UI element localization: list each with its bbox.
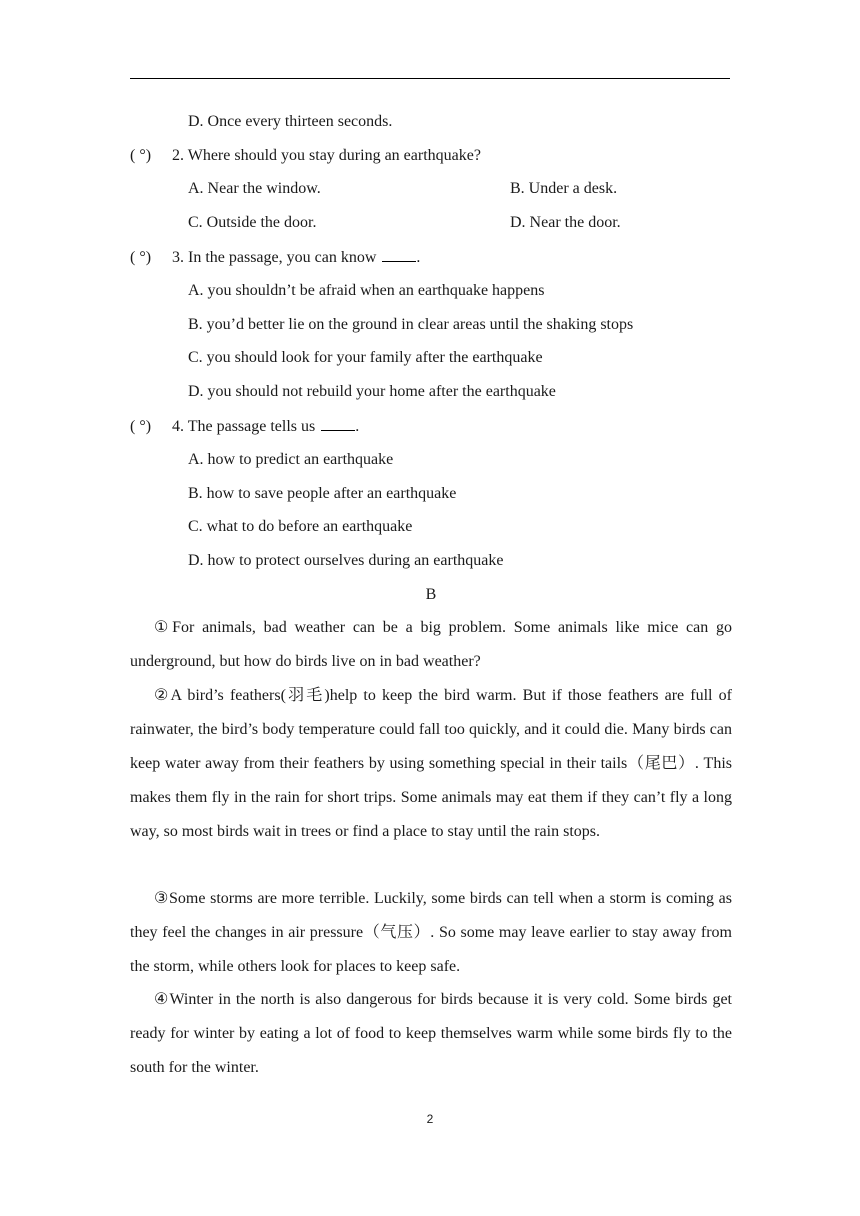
section-heading: B <box>425 586 437 603</box>
question-4 <box>130 416 732 437</box>
paragraph-3: ③Some storms are more terrible. Luckily, some birds can tell when a storm is coming as they feel the changes in air pressure（气压）. So some may leave earlier to stay away from the storm, while others look for places to keep safe. <box>130 890 732 975</box>
q2-option-a: A. Near the window. <box>188 180 321 197</box>
q2-option-b: B. Under a desk. <box>510 180 618 197</box>
answer-blank <box>382 247 416 262</box>
page-number: 2 <box>426 1112 434 1126</box>
q3-option-b: B. you’d better lie on the ground in clear areas until the shaking stops <box>188 316 634 333</box>
stem-end: . <box>355 418 360 435</box>
q4-option-c: C. what to do before an earthquake <box>188 518 413 535</box>
paragraph-4: ④Winter in the north is also dangerous for birds because it is very cold. Some birds get ready for winter by eating a lot of food to keep themselves warm while some birds fly to the south for the winter. <box>130 991 732 1076</box>
q4-option-b: B. how to save people after an earthquake <box>188 485 457 502</box>
paragraph-2: ②A bird’s feathers(羽毛)help to keep the bird warm. But if those feathers are full of rainwater, the bird’s body temperature could fall too quickly, and it could die. Many birds can keep water away from their feathers by using something special in their tails（尾巴）. This makes them fly in the rain for short trips. Some animals may eat them if they can’t fly a long way, so most birds wait in trees or find a place to stay until the rain stops. <box>130 687 732 840</box>
q2-option-c: C. Outside the door. <box>188 214 317 231</box>
question-stem: 2. Where should you stay during an earthquake? <box>172 147 481 164</box>
answer-paren: ( °) <box>130 147 152 164</box>
answer-paren: ( °) <box>130 418 152 435</box>
question-stem: 3. In the passage, you can know <box>172 249 377 266</box>
q3-option-c: C. you should look for your family after the earthquake <box>188 349 543 366</box>
answer-blank <box>321 416 355 431</box>
q3-option-a: A. you shouldn’t be afraid when an earthquake happens <box>188 282 545 299</box>
stem-end: . <box>416 249 421 266</box>
q4-option-a: A. how to predict an earthquake <box>188 451 394 468</box>
q1-option-d: D. Once every thirteen seconds. <box>188 113 393 130</box>
question-3 <box>130 247 732 268</box>
question-2 <box>130 146 732 166</box>
q2-option-d: D. Near the door. <box>510 214 621 231</box>
question-stem: 4. The passage tells us <box>172 418 316 435</box>
header-rule <box>130 78 730 79</box>
paragraph-1: ①For animals, bad weather can be a big problem. Some animals like mice can go underground, but how do birds live on in bad weather? <box>130 619 732 670</box>
answer-paren: ( °) <box>130 249 152 266</box>
q4-option-d: D. how to protect ourselves during an earthquake <box>188 552 504 569</box>
q3-option-d: D. you should not rebuild your home after the earthquake <box>188 383 556 400</box>
